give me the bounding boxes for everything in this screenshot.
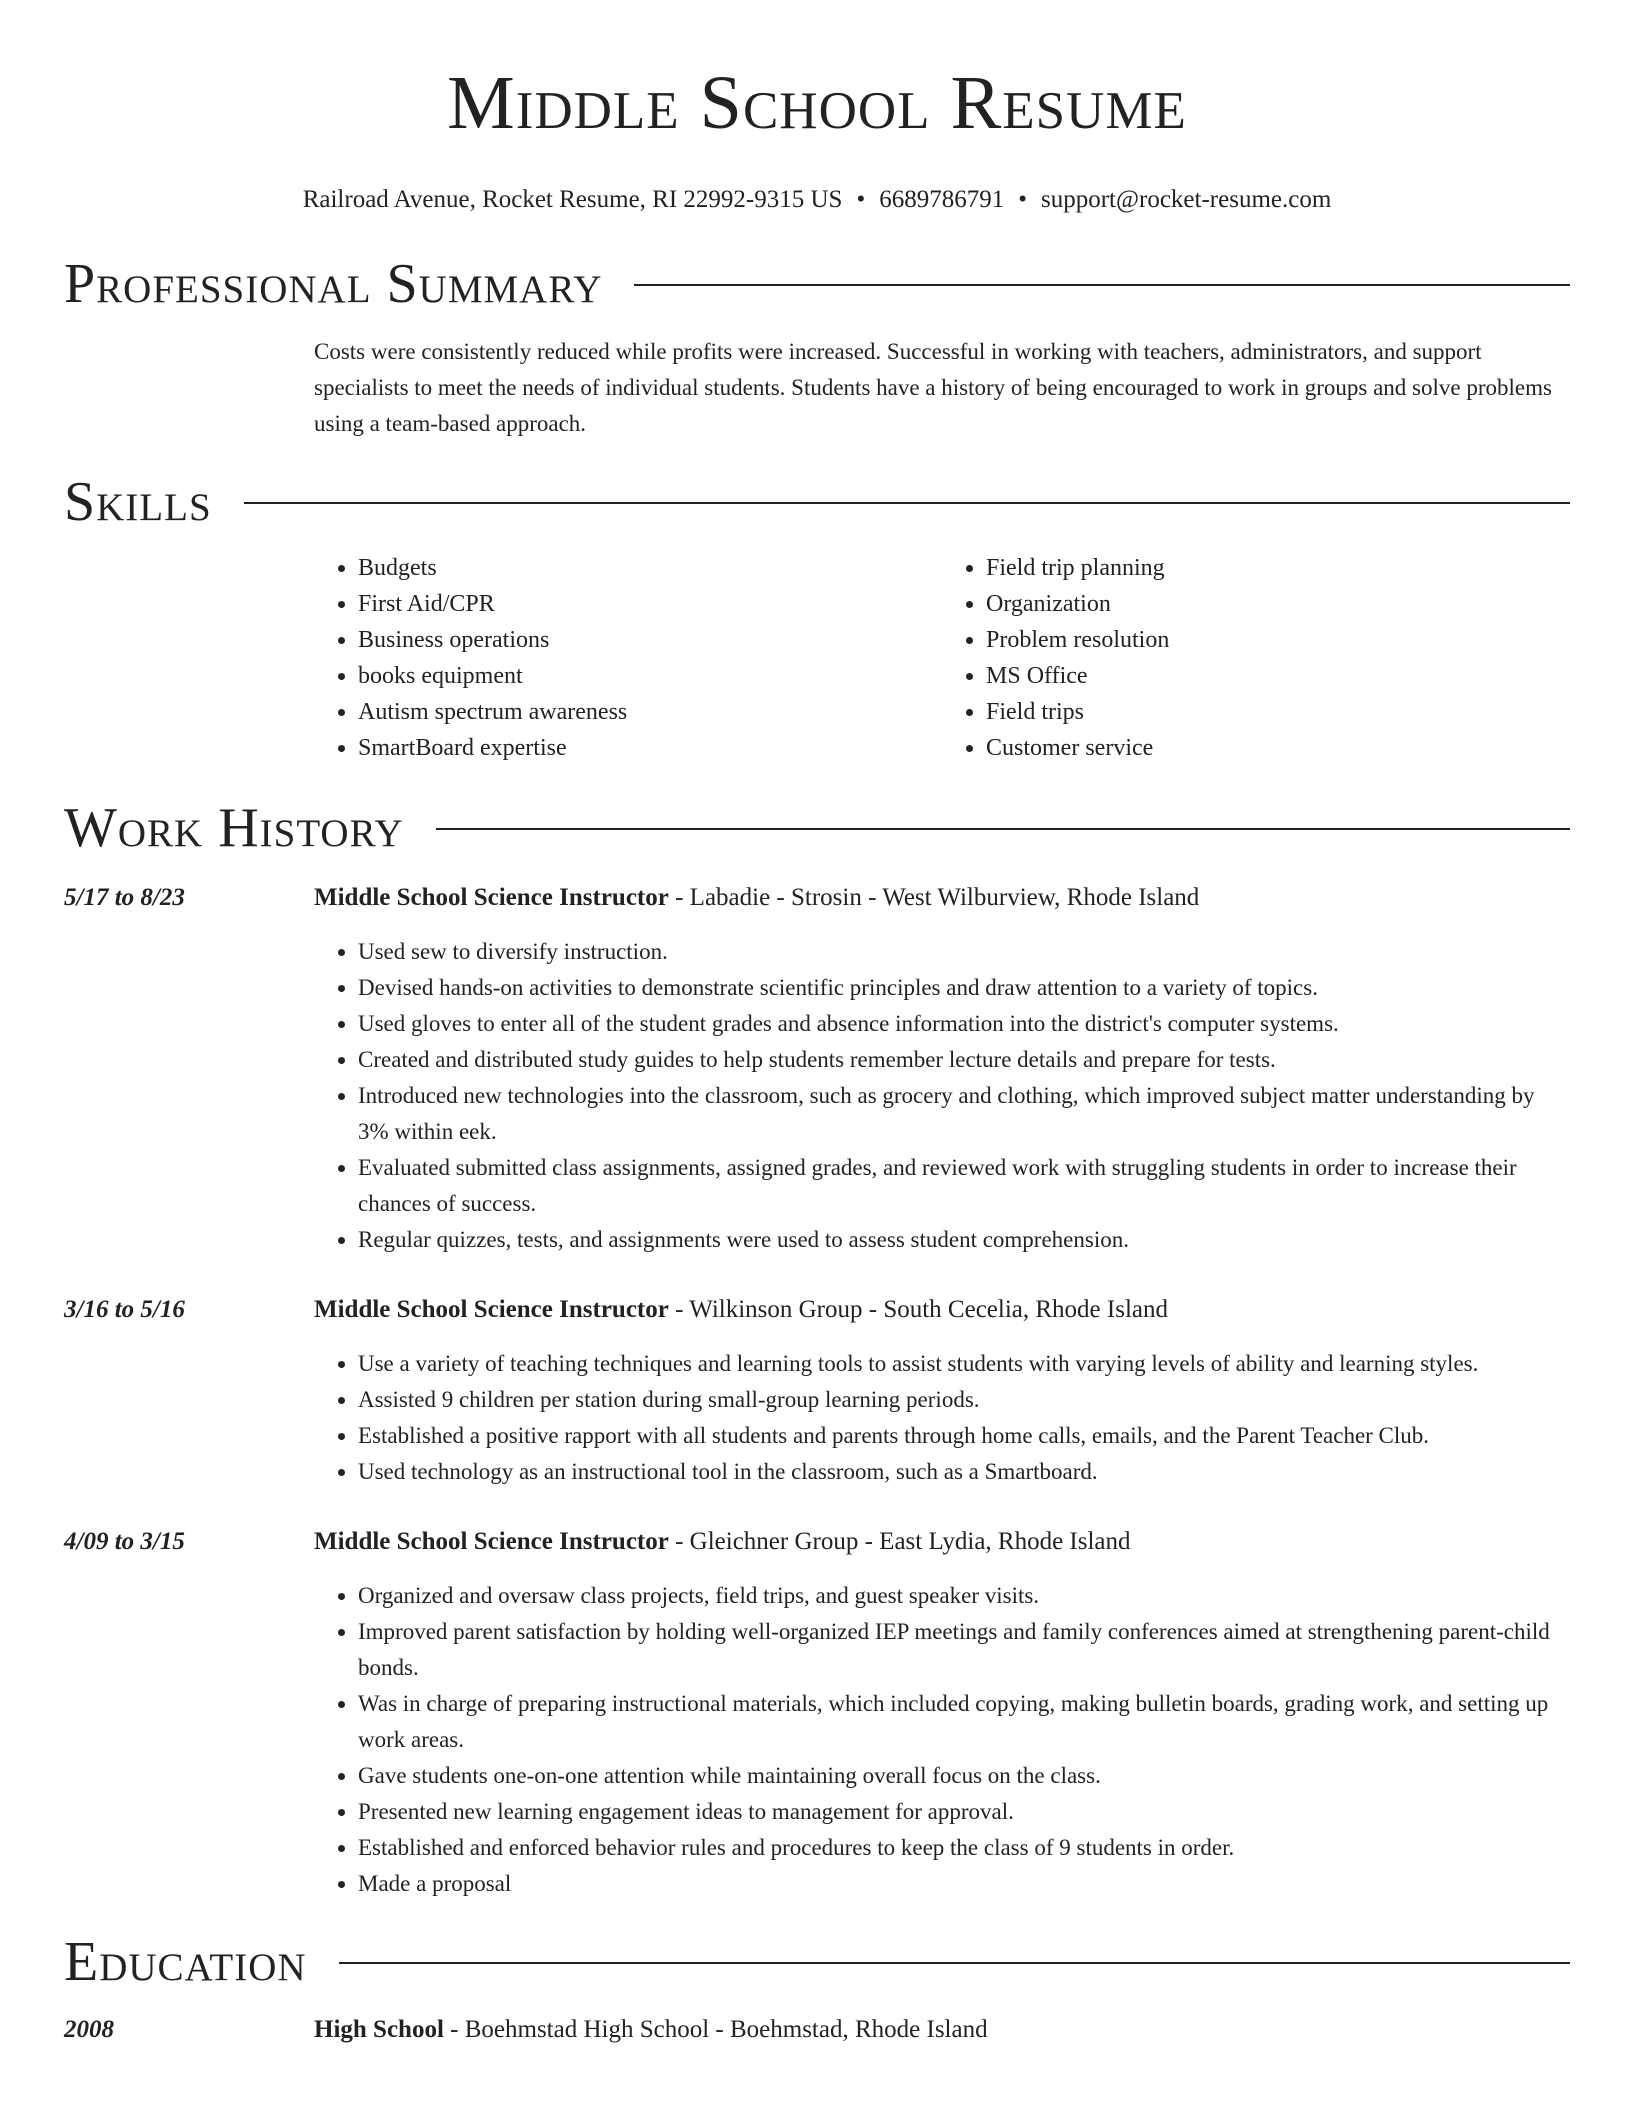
job-bullet: • Presented new learning engagement ideas to management for approval. xyxy=(358,1794,1570,1830)
skill-item: • Customer service xyxy=(986,730,1570,766)
job-title-line xyxy=(314,1292,1570,1328)
phone: 6689786791 xyxy=(879,186,1005,213)
skills-column-left xyxy=(314,550,942,766)
email: support@rocket-resume.com xyxy=(1040,186,1332,213)
summary-text: Costs were consistently reduced while profits were increased. Successful in working with teachers, administrators, and support specialists to meet the needs of individual students. Students have a history of being encouraged to work in groups and solve problems using a team-based approach. xyxy=(314,339,1552,436)
separator: • xyxy=(1018,186,1027,213)
job-bullet: • Improved parent satisfaction by holding well-organized IEP meetings and family conferences aimed at strengthening parent-child bonds. xyxy=(358,1614,1570,1686)
job-bullet: • Used technology as an instructional tool in the classroom, such as a Smartboard. xyxy=(358,1454,1570,1490)
job-bullet: • Gave students one-on-one attention while maintaining overall focus on the class. xyxy=(358,1758,1570,1794)
education-degree: High School xyxy=(314,2016,444,2043)
skills-list xyxy=(314,550,1570,766)
education-title-line xyxy=(314,2012,1570,2048)
skill-item: • MS Office xyxy=(986,658,1570,694)
skills-column-right xyxy=(942,550,1570,766)
skill-item: • Organization xyxy=(986,586,1570,622)
separator: • xyxy=(856,186,866,213)
job-bullet: • Used gloves to enter all of the student grades and absence information into the district's computer systems. xyxy=(358,1006,1570,1042)
job-entry xyxy=(64,880,1570,1258)
job-entry xyxy=(64,1524,1570,1902)
job-bullets xyxy=(314,1346,1570,1490)
job-bullet: • Created and distributed study guides to help students remember lecture details and prepare for tests. xyxy=(358,1042,1570,1078)
job-entry xyxy=(64,1292,1570,1490)
skill-item: • Field trips xyxy=(986,694,1570,730)
job-organization: - Labadie - Strosin - West Wilburview, Rhode Island xyxy=(668,884,1200,911)
section-divider xyxy=(436,828,1570,830)
education-entry xyxy=(64,2012,1570,2048)
work-heading: Work History xyxy=(64,797,404,859)
job-body xyxy=(314,1524,1570,1902)
skill-item: • books equipment xyxy=(358,658,942,694)
work-section-header xyxy=(64,798,1570,858)
skill-item: • First Aid/CPR xyxy=(358,586,942,622)
contact-line xyxy=(64,184,1570,216)
job-bullet: • Evaluated submitted class assignments, assigned grades, and reviewed work with struggling students in order to increase their chances of success. xyxy=(358,1150,1570,1222)
education-school: - Boehmstad High School - Boehmstad, Rhode Island xyxy=(443,2016,988,2043)
resume-title: Middle School Resume xyxy=(447,61,1187,145)
job-bullet: • Used sew to diversify instruction. xyxy=(358,934,1570,970)
skill-item: • Problem resolution xyxy=(986,622,1570,658)
job-bullets xyxy=(314,1578,1570,1902)
job-bullet: • Devised hands-on activities to demonstrate scientific principles and draw attention to a variety of topics. xyxy=(358,970,1570,1006)
skill-item: • Field trip planning xyxy=(986,550,1570,586)
job-bullet: • Organized and oversaw class projects, field trips, and guest speaker visits. xyxy=(358,1578,1570,1614)
job-date: 5/17 to 8/23 xyxy=(64,884,185,911)
job-title-line xyxy=(314,1524,1570,1560)
section-divider xyxy=(634,284,1570,286)
skill-item: • Business operations xyxy=(358,622,942,658)
education-date: 2008 xyxy=(64,2016,114,2043)
job-body xyxy=(314,880,1570,1258)
job-bullet: • Assisted 9 children per station during small-group learning periods. xyxy=(358,1382,1570,1418)
job-date: 4/09 to 3/15 xyxy=(64,1528,185,1555)
job-bullet: • Introduced new technologies into the classroom, such as grocery and clothing, which improved subject matter understanding by 3% within eek. xyxy=(358,1078,1570,1150)
job-organization: - Wilkinson Group - South Cecelia, Rhode Island xyxy=(668,1296,1169,1323)
job-title-line xyxy=(314,880,1570,916)
skills-heading: Skills xyxy=(64,471,212,533)
address: Railroad Avenue, Rocket Resume, RI 22992-9315 US xyxy=(302,186,843,213)
summary-heading: Professional Summary xyxy=(64,253,603,315)
job-body xyxy=(314,1292,1570,1490)
job-bullets xyxy=(314,934,1570,1258)
job-date: 3/16 to 5/16 xyxy=(64,1296,185,1323)
job-bullet: • Use a variety of teaching techniques and learning tools to assist students with varying levels of ability and learning styles. xyxy=(358,1346,1570,1382)
education-heading: Education xyxy=(64,1931,307,1993)
job-role: Middle School Science Instructor xyxy=(314,1528,669,1555)
job-bullet: • Established a positive rapport with all students and parents through home calls, emails, and the Parent Teacher Club. xyxy=(358,1418,1570,1454)
job-organization: - Gleichner Group - East Lydia, Rhode Island xyxy=(668,1528,1131,1555)
job-bullet: • Regular quizzes, tests, and assignments were used to assess student comprehension. xyxy=(358,1222,1570,1258)
education-body xyxy=(314,2012,1570,2048)
skills-section-header xyxy=(64,472,1570,532)
skill-item: • SmartBoard expertise xyxy=(358,730,942,766)
job-bullet: • Was in charge of preparing instructional materials, which included copying, making bulletin boards, grading work, and setting up work areas. xyxy=(358,1686,1570,1758)
job-role: Middle School Science Instructor xyxy=(314,1296,669,1323)
skill-item: • Autism spectrum awareness xyxy=(358,694,942,730)
skill-item: • Budgets xyxy=(358,550,942,586)
section-divider xyxy=(244,502,1570,504)
education-section-header xyxy=(64,1932,1570,1992)
summary-section-header xyxy=(64,254,1570,314)
job-bullet: • Made a proposal xyxy=(358,1866,1570,1902)
job-role: Middle School Science Instructor xyxy=(314,884,669,911)
section-divider xyxy=(339,1962,1570,1964)
job-bullet: • Established and enforced behavior rules and procedures to keep the class of 9 students in order. xyxy=(358,1830,1570,1866)
